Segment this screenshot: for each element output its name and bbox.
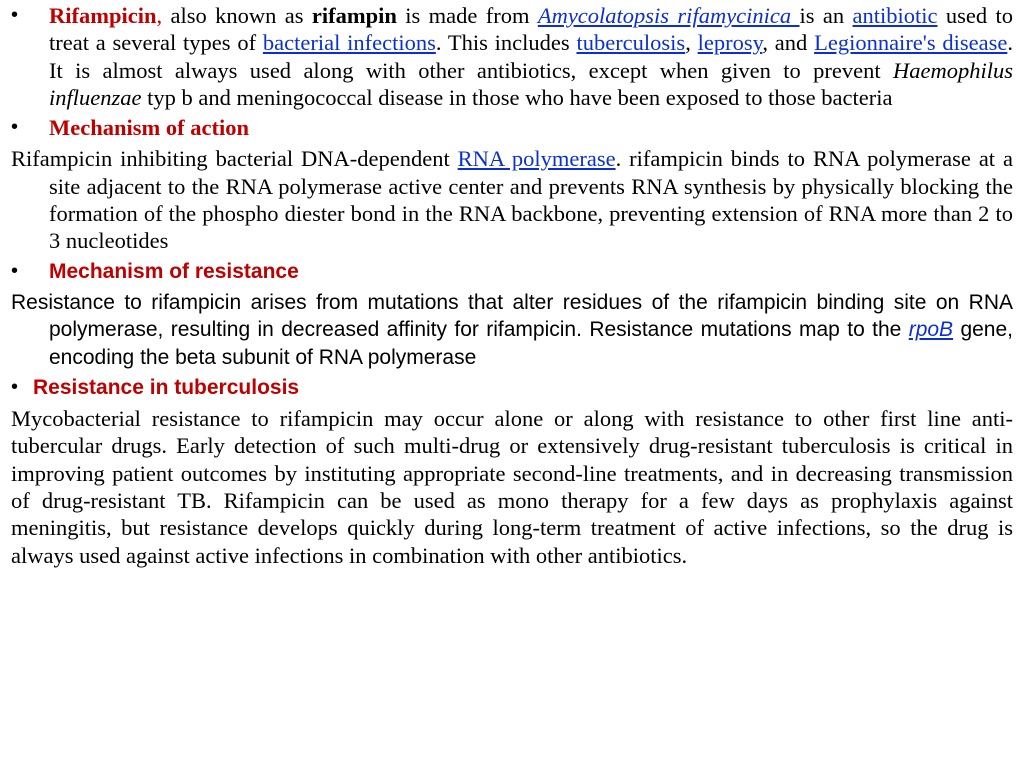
resistance-tb-heading: Resistance in tuberculosis — [33, 375, 300, 399]
intro-paragraph: Rifampicin, also known as rifampin is made from Amycolatopsis rifamycinica is an antibiotic used to treat a several types of bacterial infections. This includes tuberculosis, leprosy, and Legionnaire's disease. It is almost always used along with other antibiotics, except when given to prevent Haemophilus influenzae typ b and meningococcal disease in those who have been exposed to those bacteria — [49, 3, 1014, 110]
drug-name: Rifampicin — [49, 3, 157, 28]
bullet-icon: • — [11, 4, 19, 26]
tuberculosis-link[interactable]: tuberculosis — [576, 30, 686, 56]
rna-polymerase-link[interactable]: RNA polymerase — [457, 146, 616, 172]
intro-bullet — [11, 2, 1013, 111]
mechanism-resistance-heading: Mechanism of resistance — [49, 259, 299, 283]
leprosy-link[interactable]: leprosy — [697, 30, 763, 56]
resistance-tb-paragraph: Mycobacterial resistance to rifampicin may occur alone or along with resistance to other first line anti-tubercular drugs. Early detection of such multi-drug or extensively drug-resistant tuberculosis is critical in improving patient outcomes by instituting appropriate second-line treatments, and in decreasing transmission of drug-resistant TB. Rifampicin can be used as mono therapy for a few days as prophylaxis against meningitis, but resistance develops quickly during long-term treatment of active infections, so the drug is always used against active infections in combination with other antibiotics. — [11, 406, 1013, 568]
resistance-tb-heading-row — [11, 374, 1013, 401]
alt-drug-name: rifampin — [311, 3, 397, 28]
slide-content — [11, 2, 1013, 569]
bullet-icon: • — [11, 116, 19, 139]
bullet-icon: • — [11, 375, 19, 398]
organism-link[interactable]: Amycolatopsis rifamycinica — [537, 3, 800, 28]
legionnaires-disease-link[interactable]: Legionnaire's disease — [814, 30, 1008, 56]
bacterial-infections-link[interactable]: bacterial infections — [262, 30, 436, 56]
antibiotic-link[interactable]: antibiotic — [852, 3, 938, 28]
mechanism-action-heading: Mechanism of action — [49, 115, 249, 141]
mechanism-action-paragraph: Rifampicin inhibiting bacterial DNA-dependent RNA polymerase. rifampicin binds to RNA polymerase at a site adjacent to the RNA polymerase active center and prevents RNA synthesis by physically blocking the formation of the phospho diester bond in the RNA backbone, preventing extension of RNA more than 2 to 3 nucleotides — [11, 146, 1013, 254]
mechanism-action-heading-row — [11, 114, 1013, 141]
haemophilus-name: Haemophilus influenzae — [49, 57, 1013, 110]
mechanism-resistance-paragraph: Resistance to rifampicin arises from mutations that alter residues of the rifampicin binding site on RNA polymerase, resulting in decreased affinity for rifampicin. Resistance mutations map to the rpoB gene, encoding the beta subunit of RNA polymerase — [11, 290, 1013, 369]
bullet-icon: • — [11, 259, 19, 282]
mechanism-resistance-heading-row — [11, 258, 1013, 285]
rpob-link[interactable]: rpoB — [908, 318, 954, 342]
